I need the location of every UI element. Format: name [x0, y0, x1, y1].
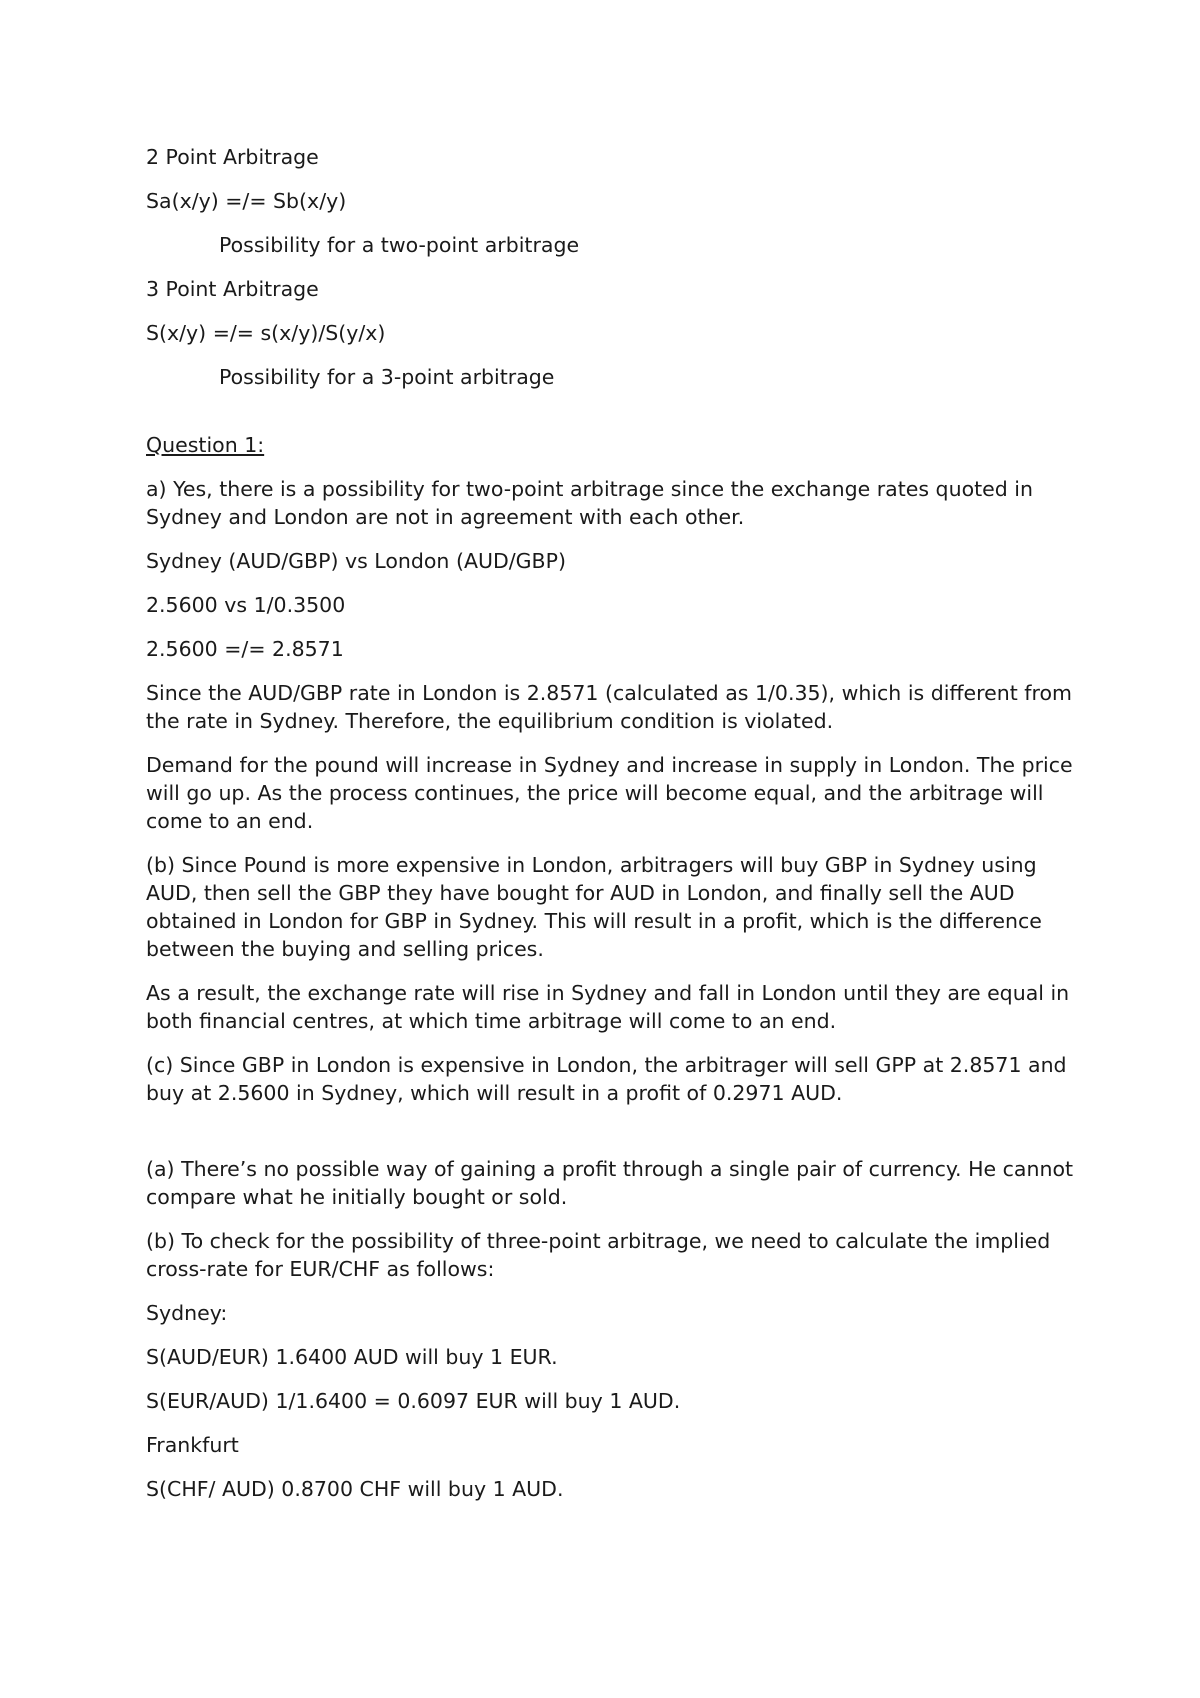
two-point-formula: Sa(x/y) =/= Sb(x/y)	[146, 189, 347, 213]
question2-part-a: (a) There’s no possible way of gaining a profit through a single pair of currency. He cannot compare what he initially bought or sold.	[146, 1157, 1074, 1209]
three-point-formula: S(x/y) =/= s(x/y)/S(y/x)	[146, 321, 386, 345]
sydney-rate-1: S(AUD/EUR) 1.6400 AUD will buy 1 EUR.	[146, 1345, 558, 1369]
question1-demand-supply: Demand for the pound will increase in Sydney and increase in supply in London. The price will go up. As the process continues, the price will become equal, and the arbitrage will come to an end.	[146, 753, 1073, 833]
frankfurt-label: Frankfurt	[146, 1433, 239, 1457]
question2-part-b: (b) To check for the possibility of three-point arbitrage, we need to calculate the implied cross-rate for EUR/CHF as follows:	[146, 1229, 1051, 1281]
sydney-label: Sydney:	[146, 1301, 228, 1325]
two-point-note: Possibility for a two-point arbitrage	[219, 233, 580, 257]
question1-comparison-result: 2.5600 =/= 2.8571	[146, 637, 344, 661]
three-point-note: Possibility for a 3-point arbitrage	[219, 365, 555, 389]
sydney-rate-2: S(EUR/AUD) 1/1.6400 = 0.6097 EUR will buy 1 AUD.	[146, 1389, 681, 1413]
question1-part-a: a) Yes, there is a possibility for two-point arbitrage since the exchange rates quoted in Sydney and London are not in agreement with each other.	[146, 477, 1033, 529]
question1-explanation: Since the AUD/GBP rate in London is 2.8571 (calculated as 1/0.35), which is different from the rate in Sydney. Therefore, the equilibrium condition is violated.	[146, 681, 1072, 733]
question1-comparison-label: Sydney (AUD/GBP) vs London (AUD/GBP)	[146, 549, 566, 573]
frankfurt-rate-1: S(CHF/ AUD) 0.8700 CHF will buy 1 AUD.	[146, 1477, 564, 1501]
question1-part-b: (b) Since Pound is more expensive in London, arbitragers will buy GBP in Sydney using AUD, then sell the GBP they have bought for AUD in London, and finally sell the AUD obtained in London for GBP in Sydney. This will result in a profit, which is the difference between the buying and selling prices.	[146, 853, 1042, 961]
document-body	[146, 143, 1076, 1519]
question1-comparison-values: 2.5600 vs 1/0.3500	[146, 593, 346, 617]
three-point-heading: 3 Point Arbitrage	[146, 277, 319, 301]
question1-result: As a result, the exchange rate will rise in Sydney and fall in London until they are equal in both financial centres, at which time arbitrage will come to an end.	[146, 981, 1070, 1033]
two-point-heading: 2 Point Arbitrage	[146, 145, 319, 169]
question1-heading: Question 1:	[146, 433, 265, 457]
question1-part-c: (c) Since GBP in London is expensive in London, the arbitrager will sell GPP at 2.8571 and buy at 2.5600 in Sydney, which will result in a profit of 0.2971 AUD.	[146, 1053, 1067, 1105]
